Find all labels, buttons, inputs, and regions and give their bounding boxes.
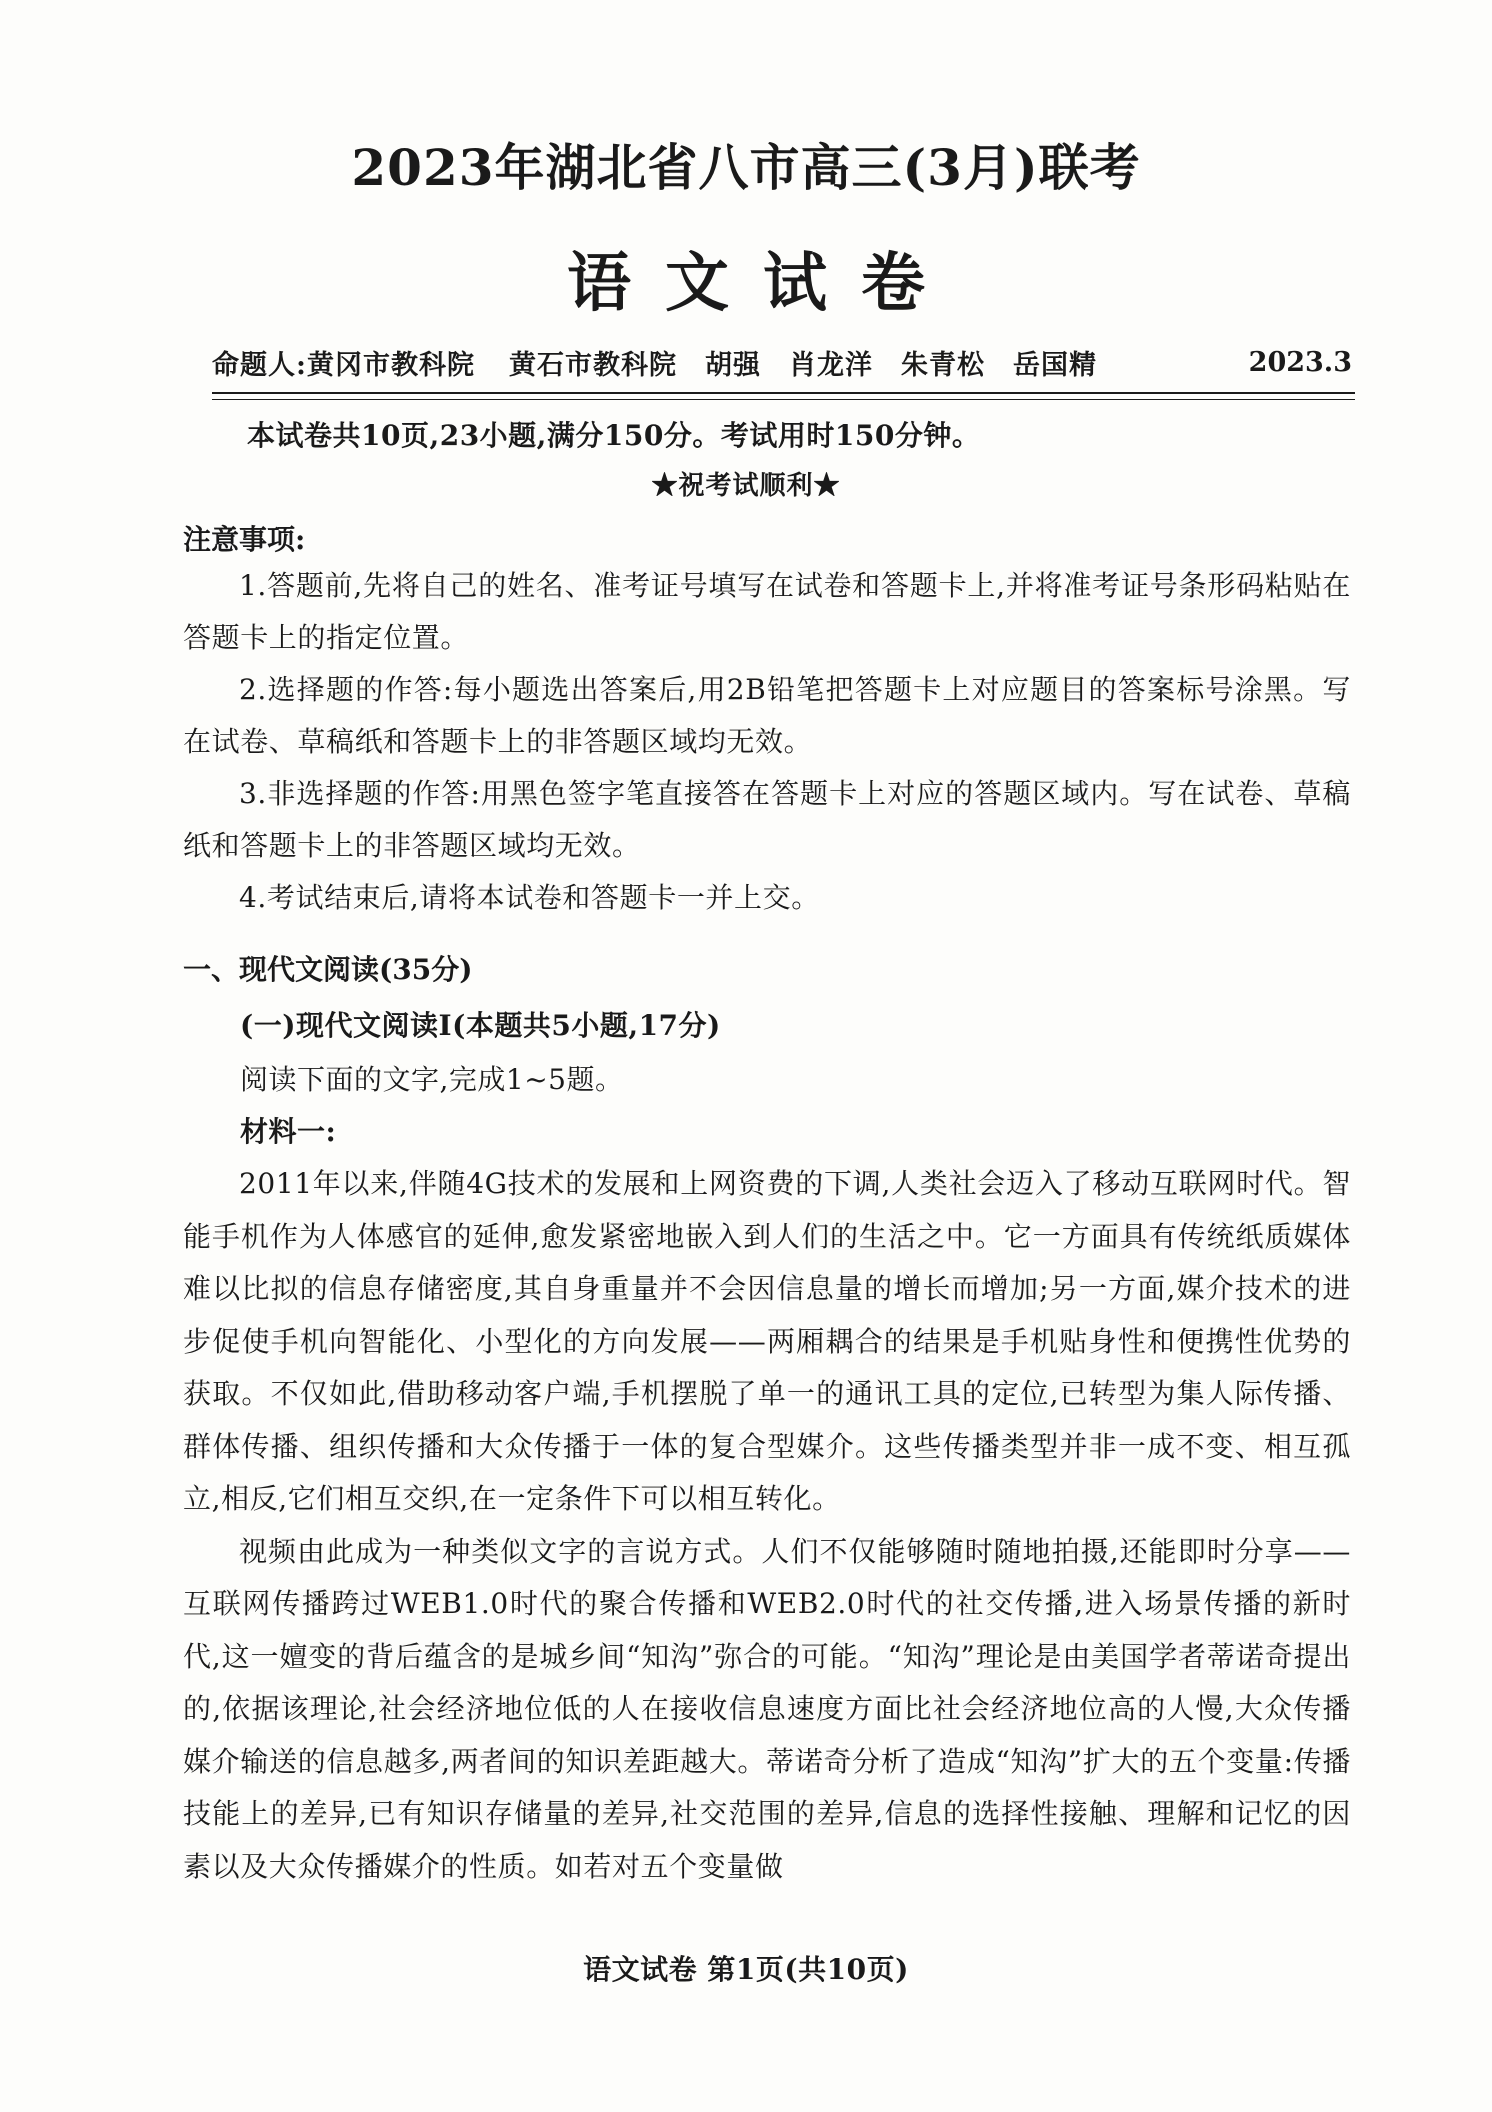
passage-paragraph: 2011年以来,伴随4G技术的发展和上网资费的下调,人类社会迈入了移动互联网时代。智能手机作为人体感官的延伸,愈发紧密地嵌入到人们的生活之中。它一方面具有传统纸质媒体难以比拟的信息存储密度,其自身重量并不会因信息量的增长而增加;另一方面,媒介技术的进步促使手机向智能化、小型化的方向发展——两厢耦合的结果是手机贴身性和便携性优势的获取。不仅如此,借助移动客户端,手机摆脱了单一的通讯工具的定位,已转型为集人际传播、群体传播、组织传播和大众传播于一体的复合型媒介。这些传播类型并非一成不变、相互孤立,相反,它们相互交织,在一定条件下可以相互转化。 [183, 1167, 1351, 1515]
notice-list [183, 560, 1351, 924]
passage-paragraph: 视频由此成为一种类似文字的言说方式。人们不仅能够随时随地拍摄,还能即时分享——互联网传播跨过WEB1.0时代的聚合传播和WEB2.0时代的社交传播,进入场景传播的新时代,这一嬗变的背后蕴含的是城乡间“知沟”弥合的可能。“知沟”理论是由美国学者蒂诺奇提出的,依据该理论,社会经济地位低的人在接收信息速度方面比社会经济地位高的人慢,大众传播媒介输送的信息越多,两者间的知识差距越大。蒂诺奇分析了造成“知沟”扩大的五个变量:传播技能上的差异,已有知识存储量的差异,社交范围的差异,信息的选择性接触、理解和记忆的因素以及大众传播媒介的性质。如若对五个变量做 [183, 1534, 1351, 1883]
authors-list [212, 343, 1125, 382]
authors-row [212, 342, 1352, 382]
notice-item: 2.选择题的作答:每小题选出答案后,用2B铅笔把答题卡上对应题目的答案标号涂黑。写在试卷、草稿纸和答题卡上的非答题区域均无效。 [183, 673, 1351, 758]
header-rule-thick [212, 392, 1355, 394]
notice-item: 1.答题前,先将自己的姓名、准考证号填写在试卷和答题卡上,并将准考证号条形码粘贴在答题卡上的指定位置。 [183, 569, 1351, 654]
subsection-heading: (一)现代文阅读Ⅰ(本题共5小题,17分) [240, 1009, 721, 1042]
material-label: 材料一: [240, 1115, 337, 1148]
exam-title: 2023年湖北省八市高三(3月)联考 [351, 138, 1141, 197]
notice-item: 4.考试结束后,请将本试卷和答题卡一并上交。 [239, 881, 820, 914]
exam-intro: 本试卷共10页,23小题,满分150分。考试用时150分钟。 [247, 419, 981, 452]
notice-heading: 注意事项: [183, 523, 306, 556]
author-name: 朱青松 [900, 349, 985, 381]
author-name: 肖龙洋 [788, 349, 873, 381]
subject-title: 语文试卷 [567, 246, 959, 321]
author-name: 岳国精 [1012, 349, 1097, 381]
author-name: 胡强 [704, 349, 761, 381]
reading-passage [183, 1158, 1351, 1893]
author-name: 黄石市教科院 [508, 349, 677, 381]
exam-date: 2023.3 [1248, 346, 1352, 378]
section-heading: 一、现代文阅读(35分) [183, 953, 473, 986]
reading-instruction: 阅读下面的文字,完成1~5题。 [240, 1063, 624, 1096]
authors-label: 命题人:黄冈市教科院 [212, 349, 475, 381]
good-luck-banner: ★祝考试顺利★ [651, 471, 841, 501]
header-rule-thin [212, 399, 1355, 400]
notice-item: 3.非选择题的作答:用黑色签字笔直接答在答题卡上对应的答题区域内。写在试卷、草稿纸和答题卡上的非答题区域均无效。 [183, 777, 1351, 862]
page-footer: 语文试卷 第1页(共10页) [583, 1953, 909, 1986]
